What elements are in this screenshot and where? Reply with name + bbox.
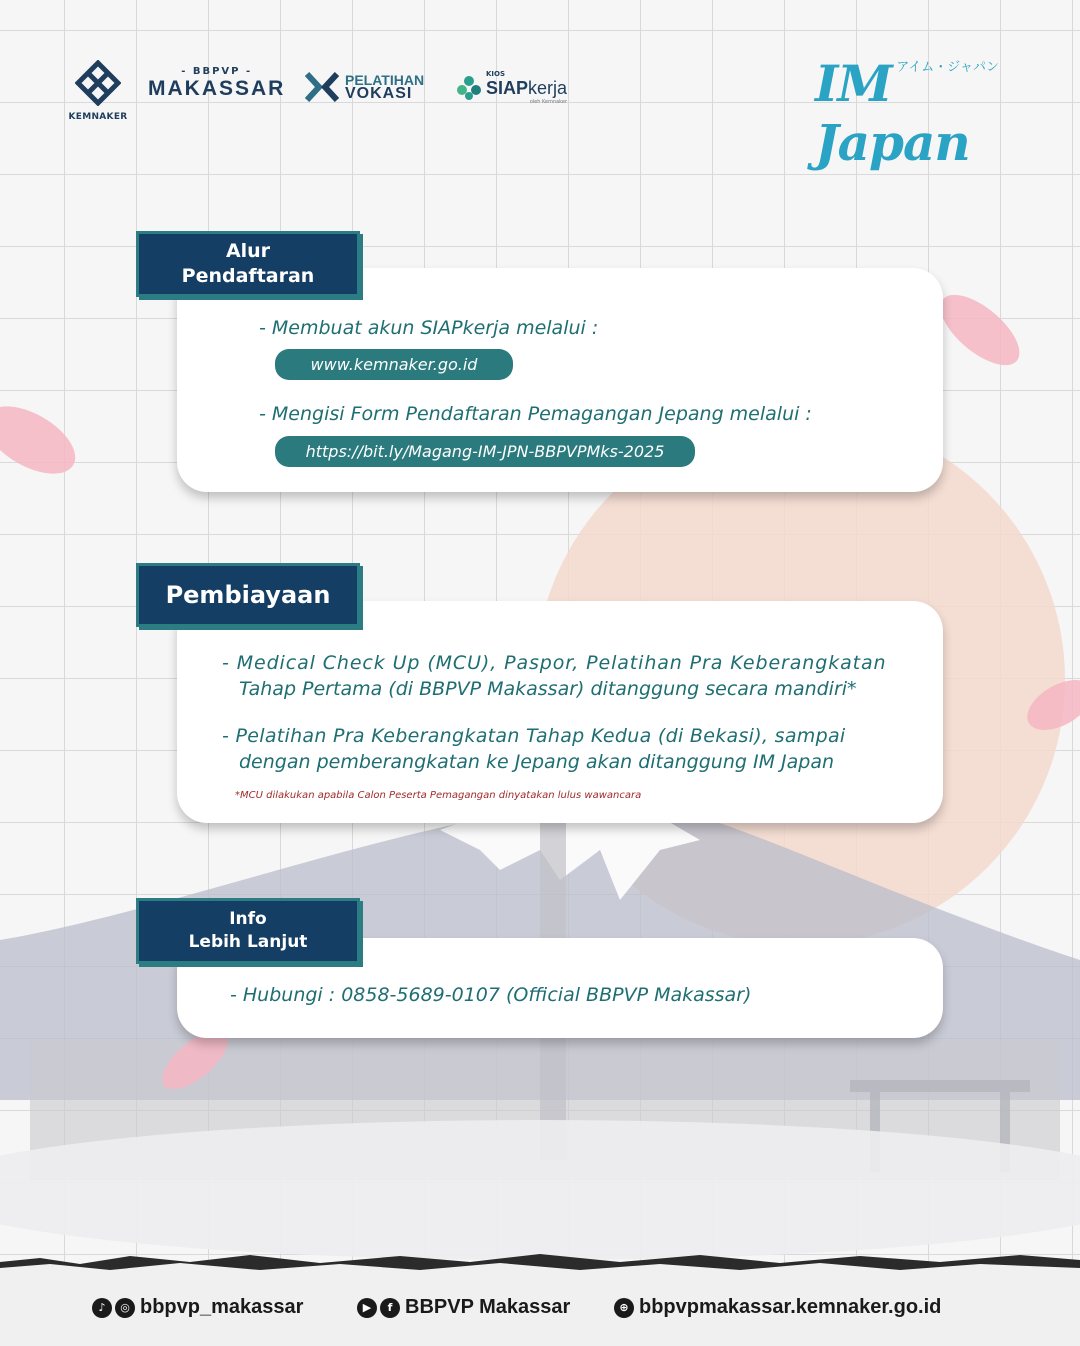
footer-social-handle[interactable] — [92, 1296, 303, 1319]
footer-channel-label: BBPVP Makassar — [405, 1296, 571, 1318]
kemnaker-emblem-icon — [75, 60, 121, 106]
makassar-label: MAKASSAR — [148, 77, 286, 100]
alur-pendaftaran-tag — [136, 231, 360, 297]
pembiayaan-card — [177, 601, 943, 823]
alur-pendaftaran-card — [177, 268, 943, 492]
footer-website-label: bbpvpmakassar.kemnaker.go.id — [639, 1296, 942, 1318]
bbpvp-makassar-logo — [148, 66, 285, 101]
im-japan-kana: アイム・ジャパン — [896, 60, 999, 75]
kios-label: KIOS — [486, 70, 506, 78]
sakura-petal-icon — [0, 392, 86, 487]
pembiayaan-title: Pembiayaan — [165, 581, 331, 609]
youtube-icon: ▶ — [357, 1298, 377, 1318]
footer-social-label: bbpvp_makassar — [140, 1296, 304, 1318]
facebook-icon: f — [380, 1298, 400, 1318]
biaya-item-1-line2: Tahap Pertama (di BBPVP Makassar) ditanggung secara mandiri* — [239, 678, 857, 700]
siapkerja-flower-icon — [456, 75, 482, 101]
pelatihan-label: PELATIHAN — [345, 72, 425, 88]
pembiayaan-tag — [136, 563, 360, 627]
hubungi-contact: - Hubungi : 0858-5689-0107 (Official BBPVP Makassar) — [230, 984, 752, 1006]
info-lebih-lanjut-tag — [136, 898, 360, 964]
kemnaker-label: KEMNAKER — [68, 112, 128, 122]
alur-title-line2: Pendaftaran — [181, 265, 315, 287]
form-link[interactable]: https://bit.ly/Magang-IM-JPN-BBPVPMks-2025 — [275, 436, 695, 467]
instagram-icon: ◎ — [115, 1298, 135, 1318]
globe-icon: ⊕ — [614, 1298, 634, 1318]
kemnaker-logo — [66, 60, 130, 122]
biaya-item-1-line1: - Medical Check Up (MCU), Paspor, Pelatihan Pra Keberangkatan — [222, 652, 887, 674]
footer-channel[interactable] — [357, 1296, 570, 1319]
im-japan-wordmark: IM Japan — [815, 54, 970, 172]
pelatihan-vokasi-logo — [305, 72, 424, 102]
siap-text: SIAP — [486, 78, 529, 98]
tiktok-icon: ♪ — [92, 1298, 112, 1318]
siapkerja-logo — [456, 70, 567, 105]
info-title-line1: Info — [229, 909, 267, 929]
biaya-item-2-line2: dengan pemberangkatan ke Jepang akan ditanggung IM Japan — [239, 751, 835, 773]
kemnaker-link[interactable]: www.kemnaker.go.id — [275, 349, 513, 380]
vokasi-x-icon — [305, 72, 339, 102]
siapkerja-sub: oleh Kemnaker — [529, 99, 568, 105]
im-japan-logo — [815, 44, 1005, 172]
alur-title-line1: Alur — [225, 240, 271, 262]
footer — [0, 1272, 1080, 1346]
info-title-line2: Lebih Lanjut — [188, 932, 308, 952]
footer-website[interactable] — [614, 1296, 941, 1319]
biaya-item-2-line1: - Pelatihan Pra Keberangkatan Tahap Kedua (di Bekasi), sampai — [222, 725, 846, 747]
kerja-text: kerja — [528, 78, 568, 98]
alur-item-1: - Membuat akun SIAPkerja melalui : — [259, 317, 599, 339]
siapkerja-label — [486, 78, 567, 99]
sakura-petal-icon — [929, 282, 1031, 377]
bbpvp-label: - BBPVP - — [181, 66, 253, 77]
mcu-note: *MCU dilakukan apabila Calon Peserta Pemagangan dinyatakan lulus wawancara — [235, 790, 642, 801]
alur-item-2: - Mengisi Form Pendaftaran Pemagangan Jepang melalui : — [259, 403, 812, 425]
vokasi-label: VOKASI — [345, 85, 413, 102]
